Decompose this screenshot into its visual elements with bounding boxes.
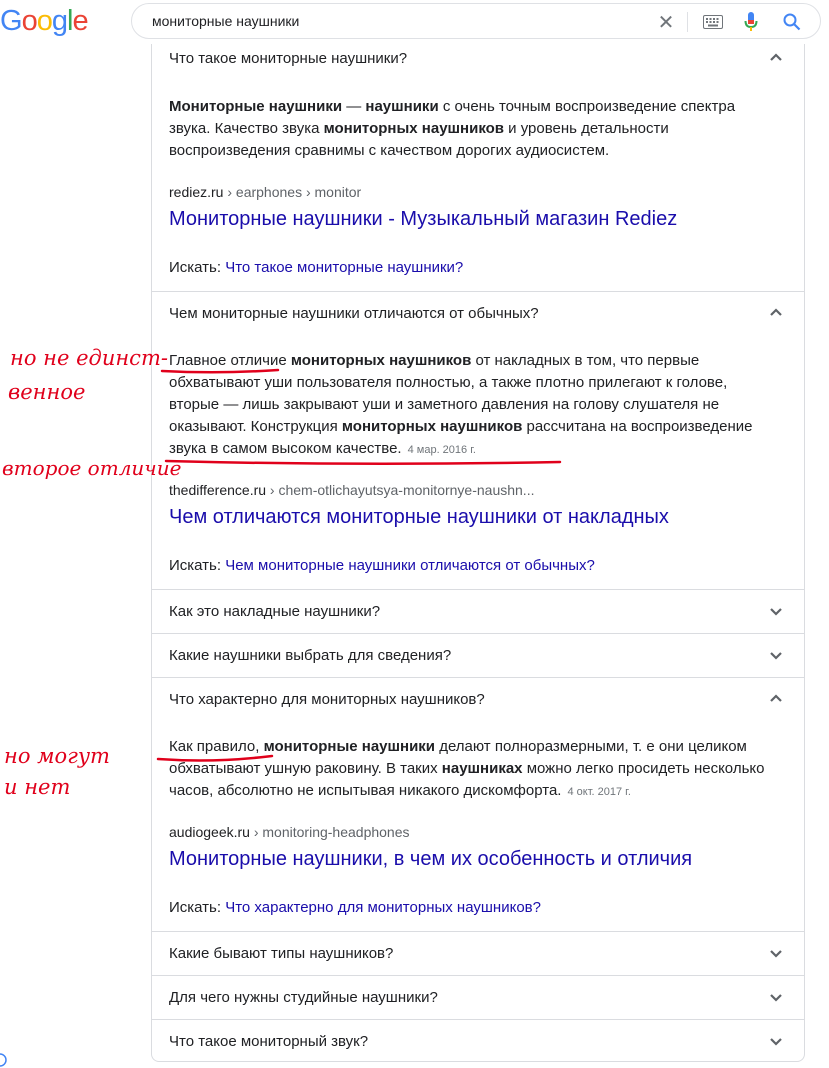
question-text: Чем мониторные наушники отличаются от обычных? (169, 305, 539, 322)
search-for-2: Искать: Чем мониторные наушники отличаются от обычных? (169, 557, 595, 574)
result-url-1: rediez.ru › earphones › monitor (169, 184, 362, 200)
question-text: Для чего нужны студийные наушники? (169, 989, 438, 1006)
answer-date: 4 окт. 2017 г. (567, 786, 631, 798)
result-link-1[interactable]: Мониторные наушники - Музыкальный магазин Rediez (169, 208, 678, 230)
search-for-link-2[interactable]: Чем мониторные наушники отличаются от обычных? (225, 557, 595, 574)
answer-snippet-2: Главное отличие мониторных наушников от накладных в том, что первые обхватывают уши пользователя полностью, а также плотно прилегают к голове, вторые — лишь закрывают уши и заметного давления на голову слушателя не оказывают. Конструкция мониторных наушников рассчитана на воспроизведение звука в самом высоком качестве. 4 мар. 2016 г. (169, 352, 753, 457)
annotation-note-3a: но могут (4, 744, 110, 768)
search-for-1: Искать: Что такое мониторные наушники? (169, 259, 464, 276)
feedback-icon[interactable] (0, 1052, 8, 1068)
result-url-2: thedifference.ru › chem-otlichayutsya-monitornye-naushn... (169, 482, 535, 498)
answer-date: 4 мар. 2016 г. (407, 444, 476, 456)
question-text: Как это накладные наушники? (169, 603, 381, 620)
question-text: Какие наушники выбрать для сведения? (169, 647, 452, 664)
annotation-note-1b: венное (8, 380, 86, 404)
annotation-note-2: второе отличие (2, 456, 182, 480)
search-input[interactable]: мониторные наушники (152, 13, 300, 29)
result-url-5: audiogeek.ru › monitoring-headphones (169, 824, 410, 840)
answer-snippet-5: Как правило, мониторные наушники делают полноразмерными, т. е они целиком обхватывают ушную раковину. В таких наушниках можно легко просидеть несколько часов, абсолютно не испытывая никакого дискомфорта. 4 окт. 2017 г. (169, 738, 765, 799)
question-text: Что характерно для мониторных наушников? (169, 691, 485, 708)
search-for-5: Искать: Что характерно для мониторных наушников? (169, 899, 541, 916)
annotation-note-1a: но не единст- (10, 346, 168, 370)
question-text: Какие бывают типы наушников? (169, 945, 394, 962)
result-link-5[interactable]: Мониторные наушники, в чем их особенность и отличия (169, 848, 693, 870)
google-logo[interactable]: Google (0, 5, 88, 37)
annotation-note-3b: и нет (4, 775, 71, 799)
search-for-link-5[interactable]: Что характерно для мониторных наушников? (225, 899, 541, 916)
question-text: Что такое мониторный звук? (169, 1033, 369, 1050)
close-icon[interactable]: ✕ (657, 11, 675, 34)
result-link-2[interactable]: Чем отличаются мониторные наушники от накладных (169, 506, 669, 528)
search-for-link-1[interactable]: Что такое мониторные наушники? (225, 259, 464, 276)
question-text: Что такое мониторные наушники? (169, 50, 408, 67)
answer-snippet-1: Мониторные наушники — наушники с очень точным воспроизведение спектра звука. Качество звука мониторных наушников и уровень детальности воспроизведения сравнимы с качеством дорогих аудиосистем. (169, 98, 736, 159)
